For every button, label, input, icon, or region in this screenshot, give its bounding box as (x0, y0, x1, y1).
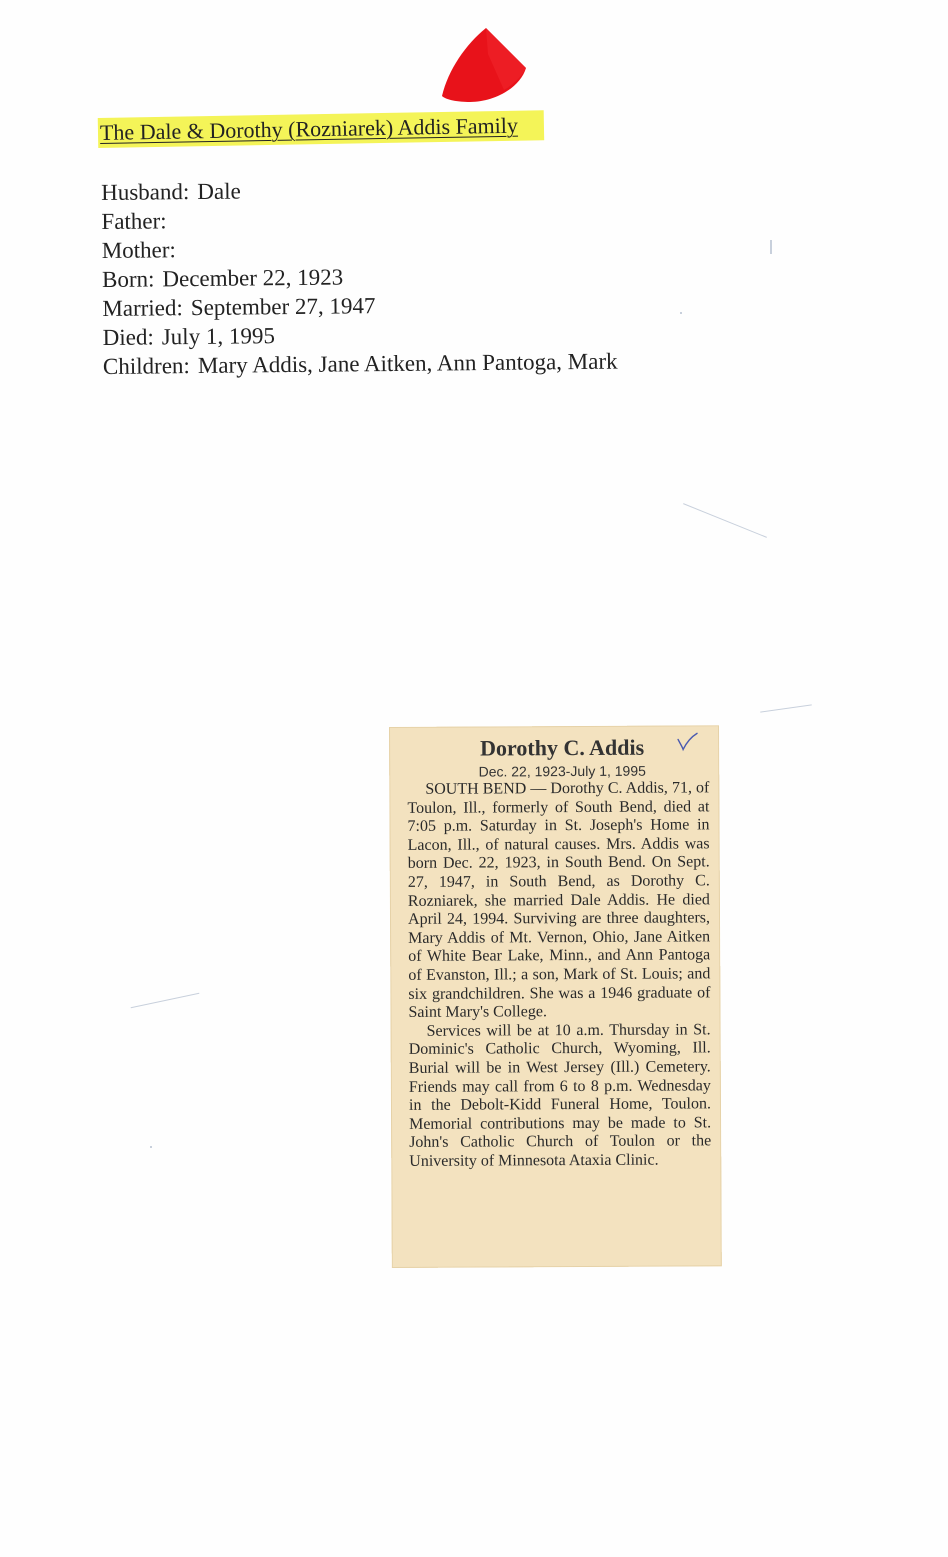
obituary-paragraph: SOUTH BEND — Dorothy C. Addis, 71, of Toulon, Ill., formerly of South Bend, died at 7:05 p.m. Saturday in St. Joseph's Home in Lacon, Ill., of natural causes. Mrs. Addis was born Dec. 22, 1923, in South Bend. On Sept. 27, 1947, in South Bend, as Dorothy C. Rozniarek, she married Dale Addis. He died April 24, 1994. Surviving are three daughters, Mary Addis of Mt. Vernon, Ohio, Jane Aitken of White Bear Lake, Minn., and Ann Pantoga of Evanston, Ill.; a son, Mark of St. Louis; and six grandchildren. She was a 1946 graduate of Saint Mary's College. (407, 779, 711, 1022)
obituary-name: Dorothy C. Addis (480, 734, 645, 761)
mother-label: Mother: (101, 237, 176, 263)
obituary-dates: Dec. 22, 1923-July 1, 1995 (478, 762, 646, 780)
scan-speck (680, 312, 682, 314)
handwritten-checkmark-icon (675, 731, 699, 755)
born-label: Born: (101, 266, 155, 292)
children-row (103, 347, 618, 381)
died-value: July 1, 1995 (161, 323, 275, 350)
scan-speck (683, 503, 767, 538)
family-fields (101, 173, 618, 381)
obituary-clipping (389, 725, 722, 1268)
obituary-paragraph: Services will be at 10 a.m. Thursday in St. Dominic's Catholic Church, Wyoming, Ill. Burial will be in West Jersey (Ill.) Cemetery. Friends may call from 6 to 8 p.m. Wednesday in the Debolt-Kidd Funeral Home, Toulon. Memorial contributions may be made to St. John's Catholic Church of Toulon or the University of Minnesota Ataxia Clinic. (408, 1021, 712, 1170)
red-tab-icon (438, 24, 530, 106)
married-value: September 27, 1947 (190, 293, 376, 321)
children-label: Children: (102, 353, 190, 379)
scan-speck (760, 704, 812, 712)
died-label: Died: (102, 324, 154, 350)
father-label: Father: (101, 208, 167, 234)
scan-speck (150, 1146, 152, 1148)
husband-label: Husband: (101, 179, 190, 205)
married-label: Married: (102, 295, 183, 321)
family-title: The Dale & Dorothy (Rozniarek) Addis Family (98, 110, 544, 148)
scan-speck (131, 993, 200, 1009)
children-value: Mary Addis, Jane Aitken, Ann Pantoga, Mark (197, 348, 618, 378)
scan-speck (770, 240, 772, 254)
born-value: December 22, 1923 (162, 264, 344, 292)
obituary-body (407, 779, 711, 1171)
husband-value: Dale (197, 178, 241, 204)
